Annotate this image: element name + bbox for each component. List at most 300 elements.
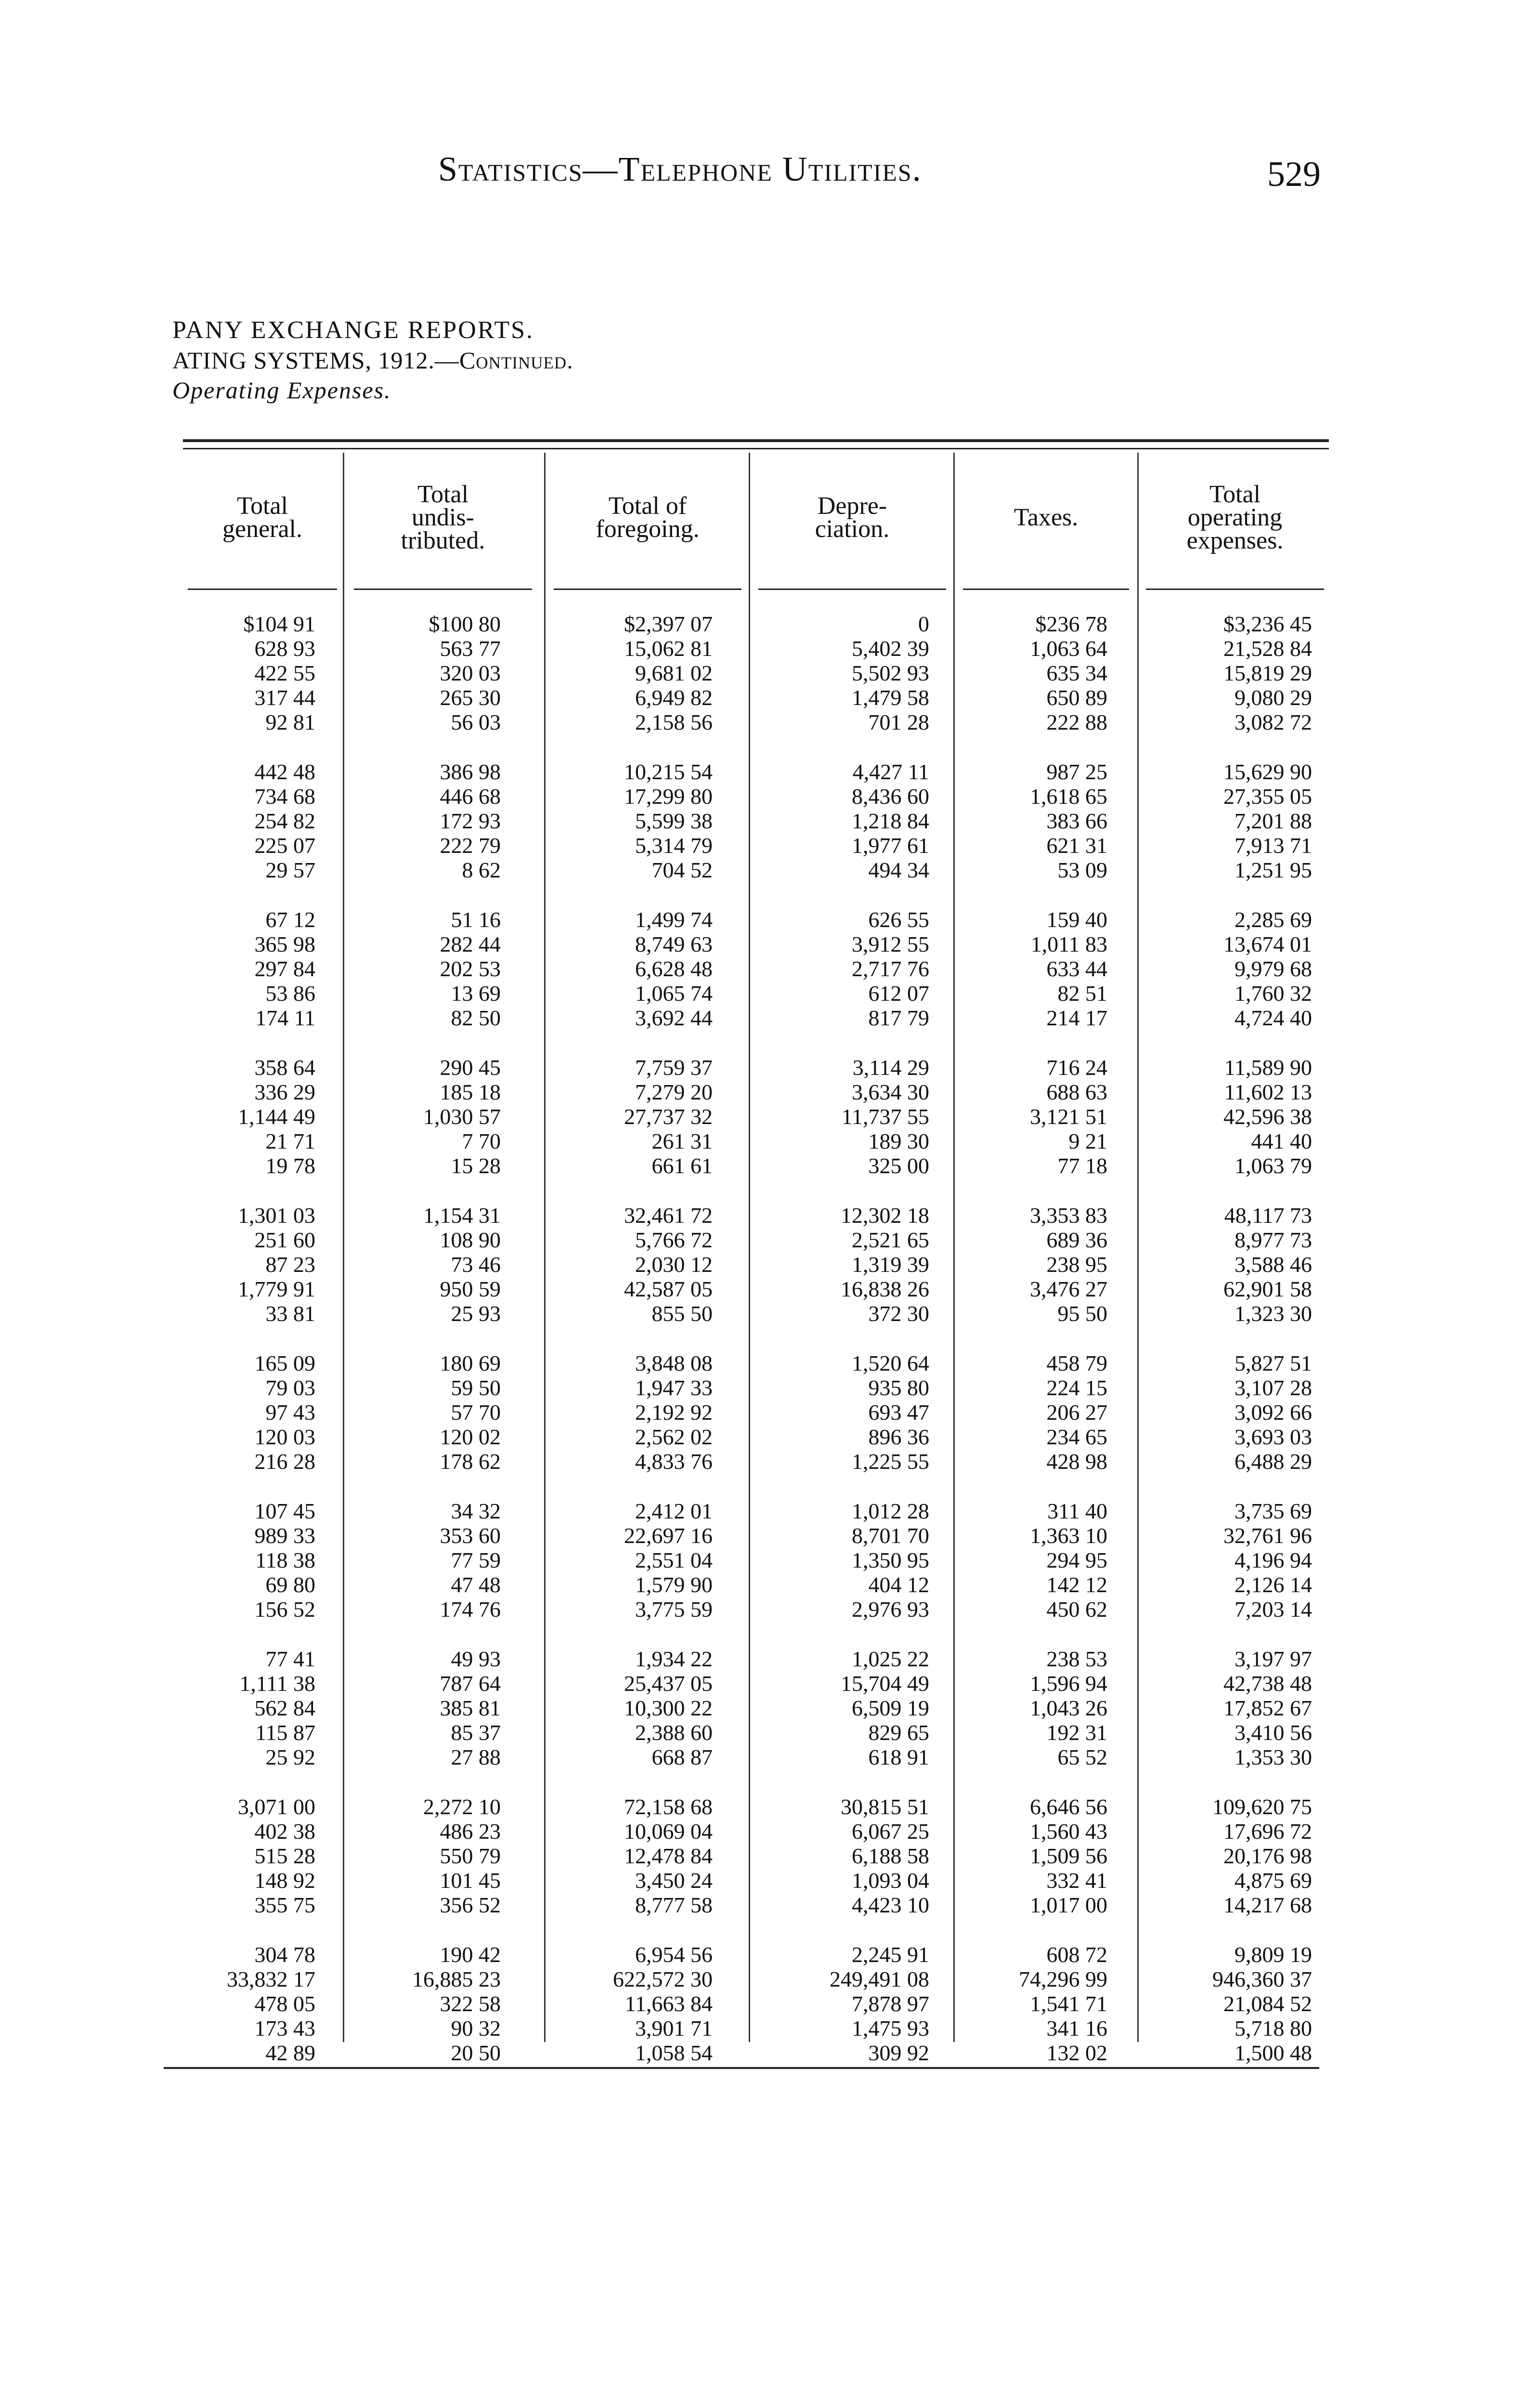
table-cell: 1,760 32 <box>1234 981 1312 1006</box>
table-cell: 787 64 <box>440 1671 501 1696</box>
table-cell: 626 55 <box>868 907 929 932</box>
table-cell: 3,197 97 <box>1234 1647 1312 1671</box>
header-rule <box>354 589 532 590</box>
table-cell: 1,579 90 <box>635 1572 713 1597</box>
table-cell: 214 17 <box>1046 1006 1107 1030</box>
table-cell: 1,144 49 <box>238 1104 315 1129</box>
table-cell: 356 52 <box>440 1893 501 1917</box>
row-group <box>549 1203 713 1326</box>
table-cell: 53 86 <box>265 981 315 1006</box>
table-caption <box>172 315 1039 405</box>
table-cell: 486 23 <box>440 1819 501 1844</box>
row-group <box>183 1055 315 1178</box>
table-cell: 57 70 <box>451 1400 501 1425</box>
table-cell: 12,302 18 <box>841 1203 929 1228</box>
table-cell: 206 27 <box>1046 1400 1107 1425</box>
table-cell: 1,319 39 <box>852 1252 929 1277</box>
table-cell: 7,759 37 <box>635 1055 713 1080</box>
table-cell: 325 00 <box>868 1153 929 1178</box>
table-cell: 494 34 <box>868 858 929 882</box>
table-cell: 618 91 <box>868 1745 929 1769</box>
table-cell: 3,634 30 <box>852 1080 929 1104</box>
table-cell: 402 38 <box>254 1819 315 1844</box>
row-group <box>549 907 713 1030</box>
table-cell: 428 98 <box>1046 1449 1107 1474</box>
table-cell: 25,437 05 <box>624 1671 713 1696</box>
table-cell: 178 62 <box>440 1449 501 1474</box>
table-cell: 3,476 27 <box>1030 1277 1107 1301</box>
row-group <box>958 1499 1107 1622</box>
table-cell: 53 09 <box>1057 858 1107 882</box>
table-cell: 668 87 <box>651 1745 713 1769</box>
row-group <box>958 612 1107 734</box>
table-cell: 3,114 29 <box>852 1055 929 1080</box>
row-group <box>549 1055 713 1178</box>
table-cell: 159 40 <box>1046 907 1107 932</box>
table-cell: 622,572 30 <box>613 1967 713 1991</box>
table-cell: 1,017 00 <box>1030 1893 1107 1917</box>
row-group <box>349 1499 501 1622</box>
table-cell: 7,201 88 <box>1234 809 1312 833</box>
table-cell: 25 92 <box>265 1745 315 1769</box>
table-cell: 79 03 <box>265 1375 315 1400</box>
table-cell: 12,478 84 <box>624 1844 713 1868</box>
table-cell: 1,934 22 <box>635 1647 713 1671</box>
table-cell: 372 30 <box>868 1301 929 1326</box>
row-group <box>349 1203 501 1326</box>
page-header <box>0 144 1533 212</box>
table-cell: 173 43 <box>254 2016 315 2041</box>
table-cell: 716 24 <box>1046 1055 1107 1080</box>
table-cell: 7,203 14 <box>1234 1597 1312 1622</box>
table-cell: 120 03 <box>254 1425 315 1449</box>
table-cell: 21,528 84 <box>1223 636 1312 661</box>
row-group <box>958 907 1107 1030</box>
table-cell: 3,450 24 <box>635 1868 713 1893</box>
row-group <box>349 1647 501 1769</box>
table-cell: 1,043 26 <box>1030 1696 1107 1720</box>
table-cell: 5,314 79 <box>635 833 713 858</box>
table-cell: $104 91 <box>243 612 315 636</box>
table-cell: 109,620 75 <box>1212 1794 1312 1819</box>
table-cell: 5,402 39 <box>852 636 929 661</box>
table-cell: 290 45 <box>440 1055 501 1080</box>
row-group <box>958 1055 1107 1178</box>
table-cell: 15,704 49 <box>841 1671 929 1696</box>
table-cell: 10,300 22 <box>624 1696 713 1720</box>
table-cell: 633 44 <box>1046 956 1107 981</box>
table-cell: 29 57 <box>265 858 315 882</box>
table-cell: 383 66 <box>1046 809 1107 833</box>
table-cell: 550 79 <box>440 1844 501 1868</box>
row-group <box>754 612 929 734</box>
top-rule <box>183 439 1329 442</box>
table-cell: 42,596 38 <box>1223 1104 1312 1129</box>
row-group <box>349 759 501 882</box>
table-cell: 69 80 <box>265 1572 315 1597</box>
table-cell: 309 92 <box>868 2041 929 2065</box>
table-cell: 82 50 <box>451 1006 501 1030</box>
table-cell: 353 60 <box>440 1523 501 1548</box>
table-cell: 1,509 56 <box>1030 1844 1107 1868</box>
table-cell: 1,025 22 <box>852 1647 929 1671</box>
table-cell: 185 18 <box>440 1080 501 1104</box>
table-cell: 5,502 93 <box>852 661 929 685</box>
row-group <box>1141 1499 1312 1622</box>
table-cell: 2,285 69 <box>1234 907 1312 932</box>
table-cell: 385 81 <box>440 1696 501 1720</box>
table-cell: 33 81 <box>265 1301 315 1326</box>
table-cell: 67 12 <box>265 907 315 932</box>
table-cell: 320 03 <box>440 661 501 685</box>
table-cell: 2,521 65 <box>852 1228 929 1252</box>
table-cell: 11,602 13 <box>1224 1080 1312 1104</box>
table-cell: 3,107 28 <box>1234 1375 1312 1400</box>
table-cell: 174 76 <box>440 1597 501 1622</box>
table-cell: 442 48 <box>254 759 315 784</box>
column-header-taxes <box>958 470 1134 566</box>
row-group <box>1141 612 1312 734</box>
table-cell: $2,397 07 <box>624 612 713 636</box>
table-cell: 1,093 04 <box>852 1868 929 1893</box>
table-cell: 734 68 <box>254 784 315 809</box>
table-cell: 13 69 <box>451 981 501 1006</box>
table-cell: 3,735 69 <box>1234 1499 1312 1523</box>
row-group <box>549 1647 713 1769</box>
table-cell: 989 33 <box>254 1523 315 1548</box>
column-divider <box>1137 453 1139 2042</box>
row-group <box>1141 1794 1312 1917</box>
table-cell: 132 02 <box>1046 2041 1107 2065</box>
table-cell: 42,587 05 <box>624 1277 713 1301</box>
row-group <box>1141 1055 1312 1178</box>
row-group <box>549 1794 713 1917</box>
table-cell: 9,809 19 <box>1234 1942 1312 1967</box>
table-cell: 19 78 <box>265 1153 315 1178</box>
table-cell: 165 09 <box>254 1351 315 1375</box>
table-cell: 3,775 59 <box>635 1597 713 1622</box>
table-cell: 1,560 43 <box>1030 1819 1107 1844</box>
table-cell: 2,192 92 <box>635 1400 713 1425</box>
row-group <box>549 1351 713 1474</box>
table-cell: 441 40 <box>1251 1129 1312 1153</box>
table-cell: 87 23 <box>265 1252 315 1277</box>
row-group <box>183 1351 315 1474</box>
column-header-depreciation <box>754 470 951 566</box>
row-group <box>958 1647 1107 1769</box>
row-group <box>183 1794 315 1917</box>
table-cell: 478 05 <box>254 1991 315 2016</box>
table-cell: 48,117 73 <box>1224 1203 1312 1228</box>
table-cell: 1,030 57 <box>423 1104 501 1129</box>
table-cell: 2,245 91 <box>852 1942 929 1967</box>
table-cell: 3,848 08 <box>635 1351 713 1375</box>
table-cell: 1,218 84 <box>852 809 929 833</box>
table-cell: 85 37 <box>451 1720 501 1745</box>
table-cell: 2,030 12 <box>635 1252 713 1277</box>
table-cell: 5,827 51 <box>1234 1351 1312 1375</box>
table-cell: 829 65 <box>868 1720 929 1745</box>
table-cell: 332 41 <box>1046 1868 1107 1893</box>
table-cell: 3,692 44 <box>635 1006 713 1030</box>
table-cell: 156 52 <box>254 1597 315 1622</box>
table-cell: 192 31 <box>1046 1720 1107 1745</box>
table-cell: 27,355 05 <box>1223 784 1312 809</box>
table-cell: 5,599 38 <box>635 809 713 833</box>
table-cell: $3,236 45 <box>1223 612 1312 636</box>
table-cell: 693 47 <box>868 1400 929 1425</box>
table-cell: 202 53 <box>440 956 501 981</box>
table-cell: 282 44 <box>440 932 501 956</box>
table-cell: 90 32 <box>451 2016 501 2041</box>
table-cell: 2,272 10 <box>423 1794 501 1819</box>
table-cell: 701 28 <box>868 710 929 734</box>
table-cell: 336 29 <box>254 1080 315 1104</box>
table-cell: 3,912 55 <box>852 932 929 956</box>
table-cell: 2,126 14 <box>1234 1572 1312 1597</box>
table-cell: 1,541 71 <box>1030 1991 1107 2016</box>
table-cell: 628 93 <box>254 636 315 661</box>
table-cell: 3,901 71 <box>635 2016 713 2041</box>
table-cell: $100 80 <box>429 612 501 636</box>
table-cell: 1,065 74 <box>635 981 713 1006</box>
table-cell: 1,618 65 <box>1030 784 1107 809</box>
table-cell: 1,111 38 <box>239 1671 315 1696</box>
table-cell: 74,296 99 <box>1019 1967 1107 1991</box>
table-cell: 9 21 <box>1068 1129 1107 1153</box>
table-cell: 73 46 <box>451 1252 501 1277</box>
table-cell: 15 28 <box>451 1153 501 1178</box>
table-cell: 97 43 <box>265 1400 315 1425</box>
row-group <box>349 1794 501 1917</box>
table-cell: 118 38 <box>255 1548 315 1572</box>
column-divider <box>749 453 750 2042</box>
table-cell: 9,080 29 <box>1234 685 1312 710</box>
table-cell: 311 40 <box>1047 1499 1107 1523</box>
column-header-label: Total of foregoing. <box>596 492 700 543</box>
table-cell: 4,196 94 <box>1234 1548 1312 1572</box>
table-cell: 1,350 95 <box>852 1548 929 1572</box>
table-cell: 115 87 <box>255 1720 315 1745</box>
column-header-label: Depre- ciation. <box>815 492 890 543</box>
row-group <box>549 612 713 734</box>
table-cell: 251 60 <box>254 1228 315 1252</box>
table-cell: 1,596 94 <box>1030 1671 1107 1696</box>
table-cell: 8,977 73 <box>1234 1228 1312 1252</box>
column-header-total-of-foregoing <box>549 470 746 566</box>
table-cell: 22,697 16 <box>624 1523 713 1548</box>
table-cell: 7,878 97 <box>852 1991 929 2016</box>
table-cell: 13,674 01 <box>1223 932 1312 956</box>
row-group <box>183 759 315 882</box>
row-group <box>958 759 1107 882</box>
table-cell: 386 98 <box>440 759 501 784</box>
table-cell: 8,749 63 <box>635 932 713 956</box>
column-divider <box>953 453 955 2042</box>
table-cell: 17,299 80 <box>624 784 713 809</box>
table-cell: 689 36 <box>1046 1228 1107 1252</box>
table-cell: 47 48 <box>451 1572 501 1597</box>
table-cell: 10,215 54 <box>624 759 713 784</box>
table-cell: 3,071 00 <box>238 1794 315 1819</box>
table-cell: 2,412 01 <box>635 1499 713 1523</box>
table-cell: 17,696 72 <box>1223 1819 1312 1844</box>
table-cell: 4,833 76 <box>635 1449 713 1474</box>
table-cell: 27,737 32 <box>624 1104 713 1129</box>
row-group <box>754 1055 929 1178</box>
row-group <box>1141 1942 1312 2065</box>
row-group <box>754 907 929 1030</box>
table-cell: 563 77 <box>440 636 501 661</box>
table-cell: 515 28 <box>254 1844 315 1868</box>
table-cell: 612 07 <box>868 981 929 1006</box>
table-cell: 10,069 04 <box>624 1819 713 1844</box>
table-cell: 32,461 72 <box>624 1203 713 1228</box>
table-cell: 261 31 <box>651 1129 713 1153</box>
row-group <box>349 1055 501 1178</box>
row-group <box>183 1203 315 1326</box>
table-cell: 265 30 <box>440 685 501 710</box>
row-group <box>754 1351 929 1474</box>
table-cell: 222 88 <box>1046 710 1107 734</box>
row-group <box>183 612 315 734</box>
table-cell: 59 50 <box>451 1375 501 1400</box>
table-cell: 7,913 71 <box>1234 833 1312 858</box>
table-cell: 8,701 70 <box>852 1523 929 1548</box>
table-cell: 120 02 <box>440 1425 501 1449</box>
row-group <box>1141 1351 1312 1474</box>
table-cell: 238 95 <box>1046 1252 1107 1277</box>
row-group <box>1141 1647 1312 1769</box>
table-cell: 225 07 <box>254 833 315 858</box>
table-cell: 635 34 <box>1046 661 1107 685</box>
table-cell: 896 36 <box>868 1425 929 1449</box>
table-cell: 3,693 03 <box>1234 1425 1312 1449</box>
table-cell: 51 16 <box>451 907 501 932</box>
table-cell: 661 61 <box>651 1153 713 1178</box>
page-number: 529 <box>1267 155 1321 194</box>
table-cell: 688 63 <box>1046 1080 1107 1104</box>
table-cell: 4,423 10 <box>852 1893 929 1917</box>
column-header-label: Total general. <box>222 492 302 543</box>
table-cell: 62,901 58 <box>1223 1277 1312 1301</box>
table-cell: 9,979 68 <box>1234 956 1312 981</box>
table-cell: 355 75 <box>254 1893 315 1917</box>
table-cell: 82 51 <box>1057 981 1107 1006</box>
table-cell: 2,158 56 <box>635 710 713 734</box>
table-cell: 950 59 <box>440 1277 501 1301</box>
table-cell: 77 18 <box>1057 1153 1107 1178</box>
table-cell: 2,551 04 <box>635 1548 713 1572</box>
table-cell: 9,681 02 <box>635 661 713 685</box>
top-rule-thin <box>183 448 1329 449</box>
row-group <box>958 1794 1107 1917</box>
caption-section: Operating Expenses. <box>172 377 391 404</box>
table-cell: 621 31 <box>1046 833 1107 858</box>
row-group <box>1141 907 1312 1030</box>
table-cell: 6,509 19 <box>852 1696 929 1720</box>
table-cell: 101 45 <box>440 1868 501 1893</box>
table-cell: 1,011 83 <box>1030 932 1107 956</box>
column-header-label: Total undis- tributed. <box>401 481 485 554</box>
table-cell: 1,353 30 <box>1234 1745 1312 1769</box>
table-cell: 108 90 <box>440 1228 501 1252</box>
table-cell: 446 68 <box>440 784 501 809</box>
row-group <box>754 1942 929 2065</box>
table-cell: 11,589 90 <box>1224 1055 1312 1080</box>
table-cell: 42,738 48 <box>1223 1671 1312 1696</box>
table-cell: 8 62 <box>462 858 501 882</box>
table-cell: 32,761 96 <box>1223 1523 1312 1548</box>
table-cell: 7 70 <box>462 1129 501 1153</box>
table-cell: 946,360 37 <box>1212 1967 1312 1991</box>
table-cell: 107 45 <box>254 1499 315 1523</box>
row-group <box>958 1942 1107 2065</box>
table-cell: 650 89 <box>1046 685 1107 710</box>
table-cell: 8,436 60 <box>852 784 929 809</box>
column-header-total-undistributed <box>349 470 537 566</box>
table-cell: 92 81 <box>265 710 315 734</box>
column-header-label: Total operating expenses. <box>1186 481 1284 554</box>
caption-subtitle: ATING SYSTEMS, 1912.—Continued. <box>172 347 573 374</box>
table-cell: 1,251 95 <box>1234 858 1312 882</box>
row-group <box>549 759 713 882</box>
table-cell: 2,388 60 <box>635 1720 713 1745</box>
header-rule <box>758 589 946 590</box>
table-cell: 458 79 <box>1046 1351 1107 1375</box>
table-cell: 935 80 <box>868 1375 929 1400</box>
row-group <box>349 907 501 1030</box>
header-rule <box>188 589 337 590</box>
table-cell: 317 44 <box>254 685 315 710</box>
table-cell: 11,663 84 <box>624 1991 713 2016</box>
table-cell: 6,646 56 <box>1030 1794 1107 1819</box>
table-cell: 3,092 66 <box>1234 1400 1312 1425</box>
table-cell: 254 82 <box>254 809 315 833</box>
table-cell: 21 71 <box>265 1129 315 1153</box>
table-cell: 77 41 <box>265 1647 315 1671</box>
table-cell: 404 12 <box>868 1572 929 1597</box>
table-cell: 297 84 <box>254 956 315 981</box>
row-group <box>349 612 501 734</box>
table-cell: 1,012 28 <box>852 1499 929 1523</box>
row-group <box>349 1942 501 2065</box>
caption-title: PANY EXCHANGE REPORTS. <box>172 316 534 344</box>
table-cell: 6,067 25 <box>852 1819 929 1844</box>
row-group <box>754 1499 929 1622</box>
column-header-label: Taxes. <box>1013 504 1078 531</box>
row-group <box>1141 1203 1312 1326</box>
row-group <box>754 1794 929 1917</box>
table-cell: 704 52 <box>651 858 713 882</box>
table-cell: 341 16 <box>1046 2016 1107 2041</box>
table-cell: 3,121 51 <box>1030 1104 1107 1129</box>
table-cell: 1,058 54 <box>635 2041 713 2065</box>
table-cell: 450 62 <box>1046 1597 1107 1622</box>
row-group <box>958 1203 1107 1326</box>
table-cell: 8,777 58 <box>635 1893 713 1917</box>
table-cell: 1,063 64 <box>1030 636 1107 661</box>
row-group <box>183 1942 315 2065</box>
row-group <box>754 759 929 882</box>
table-cell: 3,588 46 <box>1234 1252 1312 1277</box>
table-cell: 20,176 98 <box>1223 1844 1312 1868</box>
running-head: Statistics—Telephone Utilities. <box>438 150 922 188</box>
table-cell: 1,363 10 <box>1030 1523 1107 1548</box>
table-cell: 855 50 <box>651 1301 713 1326</box>
table-cell: 180 69 <box>440 1351 501 1375</box>
table-cell: 3,353 83 <box>1030 1203 1107 1228</box>
